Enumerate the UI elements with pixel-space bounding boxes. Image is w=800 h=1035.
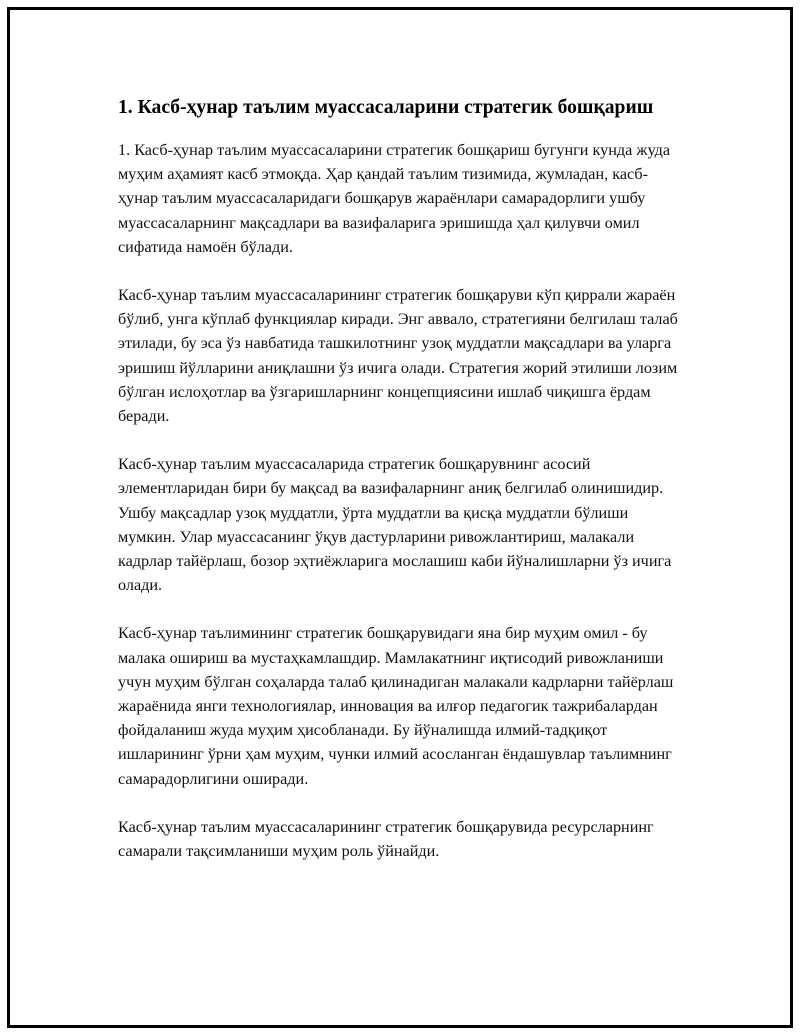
paragraph-2: Касб-ҳунар таълим муассасаларининг стратегик бошқаруви кўп қиррали жараён бўлиб, унга кўплаб функциялар киради. Энг аввало, стратегияни белгилаш талаб этилади, бу эса ўз навбатида ташкилотнинг узоқ муддатли мақсадлари ва уларга эришиш йўлларини аниқлашни ўз ичига олади. Стратегия жорий этилиши лозим бўлган ислоҳотлар ва ўзгаришларнинг концепциясини ишлаб чиқишга ёрдам беради. [118, 286, 678, 426]
paragraph-1: 1. Касб-ҳунар таълим муассасаларини стратегик бошқариш бугунги кунда жуда муҳим аҳамият касб этмоқда. Ҳар қандай таълим тизимида, жумладан, касб-ҳунар таълим муассасаларидаги бошқарув жараёнлари самарадорлиги ушбу муассасаларнинг мақсадлари ва вазифаларига эришишда ҳал қилувчи омил сифатида намоён бўлади. [118, 141, 671, 256]
paragraph-4: Касб-ҳунар таълимининг стратегик бошқарувидаги яна бир муҳим омил - бу малака ошириш ва мустаҳкамлашдир. Мамлакатнинг иқтисодий ривожланиши учун муҳим бўлган соҳаларда талаб қилинадиган малакали кадрларни тайёрлаш жараёнида янги технологиялар, инновация ва илғор педагогик тажрибалардан фойдаланиш жуда муҳим ҳисобланади. Бу йўналишда илмий-тадқиқот ишларининг ўрни ҳам муҳим, чунки илмий асосланган ёндашувлар таълимнинг самарадорлигини оширади. [118, 624, 674, 788]
paragraph-3: Касб-ҳунар таълим муассасаларида стратегик бошқарувнинг асосий элементларидан бири бу мақсад ва вазифаларнинг аниқ белгилаб олинишидир. Ушбу мақсадлар узоқ муддатли, ўрта муддатли ва қисқа муддатли бўлиши мумкин. Улар муассасанинг ўқув дастурларини ривожлантириш, малакали кадрлар тайёрлаш, бозор эҳтиёжларига мослашиш каби йўналишларни ўз ичига олади. [118, 455, 672, 595]
document-heading: 1. Касб-ҳунар таълим муассасаларини стратегик бошқариш [118, 97, 654, 118]
document-body [118, 94, 678, 887]
paragraph-5: Касб-ҳунар таълим муассасаларининг стратегик бошқарувида ресурсларнинг самарали тақсимланиши муҳим роль ўйнайди. [118, 817, 654, 861]
